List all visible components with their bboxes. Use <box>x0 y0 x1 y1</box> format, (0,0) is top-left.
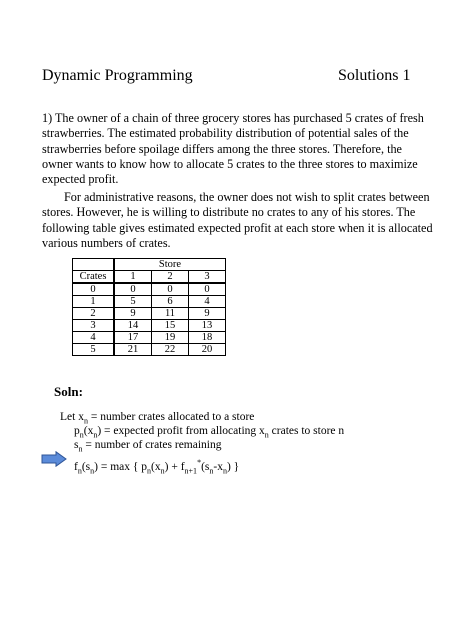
table-column-header: 1 <box>114 271 152 284</box>
formula-text: (x <box>151 461 161 473</box>
page-title: Dynamic Programming <box>42 67 193 84</box>
table-cell: 9 <box>114 308 152 320</box>
def-text: (x <box>83 425 94 437</box>
table-corner <box>73 259 115 271</box>
table-cell: 0 <box>152 283 189 296</box>
table-cell: 4 <box>189 296 226 308</box>
def-text: = number crates allocated to a store <box>87 411 255 423</box>
def-text: p <box>74 425 80 437</box>
definition-p <box>74 425 344 439</box>
def-subscript: n <box>79 430 84 440</box>
def-text: ) = expected profit from allocating x <box>97 425 265 437</box>
formula-text: ) + f <box>164 461 185 473</box>
section-label: Solutions 1 <box>338 67 411 84</box>
table-row <box>73 283 226 296</box>
problem-paragraph-2 <box>42 190 434 251</box>
formula-subscript: n+1 <box>184 466 198 476</box>
table-cell: 21 <box>114 344 152 356</box>
table-cell: 15 <box>152 320 189 332</box>
def-text: s <box>74 439 79 451</box>
solution-heading: Soln: <box>54 384 83 399</box>
table-cell: 14 <box>114 320 152 332</box>
def-subscript: n <box>93 430 98 440</box>
profit-table <box>72 258 226 356</box>
problem-paragraph-2-text: For administrative reasons, the owner does not wish to split crates between stores. However, he is willing to distribute no crates to any of his stores. The following table gives estimated expected profit at each store when it is allocated various numbers of crates. <box>42 190 433 250</box>
formula-text: (s <box>201 461 210 473</box>
table-cell: 20 <box>189 344 226 356</box>
def-subscript: n <box>264 430 269 440</box>
def-text: crates to store n <box>268 425 345 437</box>
table-cell-crates: 5 <box>73 344 115 356</box>
formula-subscript: n <box>77 466 82 476</box>
def-text: Let x <box>60 411 84 423</box>
table-row <box>73 332 226 344</box>
arrow-shape <box>42 452 66 466</box>
problem-paragraph-1: 1) The owner of a chain of three grocery stores has purchased 5 crates of fresh strawberries. The estimated probability distribution of potential sales of the strawberries before spoilage differs among the three stores. Therefore, the owner wants to know how to allocate 5 crates to the three stores to maximize expected profit. <box>42 111 424 187</box>
table-row <box>73 296 226 308</box>
table-cell: 19 <box>152 332 189 344</box>
table-cell: 22 <box>152 344 189 356</box>
formula-text: (s <box>81 461 91 473</box>
def-subscript: n <box>78 444 83 454</box>
table-cell: 9 <box>189 308 226 320</box>
table-cell: 13 <box>189 320 226 332</box>
table-cell: 0 <box>189 283 226 296</box>
table-cell: 18 <box>189 332 226 344</box>
def-subscript: n <box>83 416 88 426</box>
table-cell: 11 <box>152 308 189 320</box>
table-cell: 6 <box>152 296 189 308</box>
right-arrow-icon <box>41 451 67 467</box>
table-cell-crates: 4 <box>73 332 115 344</box>
table-row <box>73 344 226 356</box>
table-column-header: 2 <box>152 271 189 284</box>
table-row <box>73 320 226 332</box>
formula-text: ) = max { p <box>94 461 148 473</box>
table-row-header: Crates <box>73 271 115 284</box>
table-cell-crates: 2 <box>73 308 115 320</box>
table-cell: 5 <box>114 296 152 308</box>
formula-subscript: n <box>90 466 95 476</box>
formula-subscript: n <box>222 466 227 476</box>
table-column-header: 3 <box>189 271 226 284</box>
formula-text: ) } <box>226 461 240 473</box>
formula-superscript: * <box>197 458 202 468</box>
recursion-formula <box>74 458 240 476</box>
formula-subscript: n <box>160 466 165 476</box>
definition-x <box>60 411 254 425</box>
formula-text: -x <box>213 461 223 473</box>
definition-s <box>74 439 222 453</box>
table-cell: 0 <box>114 283 152 296</box>
formula-text: f <box>74 461 78 473</box>
formula-subscript: n <box>209 466 214 476</box>
table-cell-crates: 0 <box>73 283 115 296</box>
table-row <box>73 308 226 320</box>
formula-subscript: n <box>147 466 152 476</box>
table-cell: 17 <box>114 332 152 344</box>
table-cell-crates: 1 <box>73 296 115 308</box>
table-cell-crates: 3 <box>73 320 115 332</box>
def-text: = number of crates remaining <box>82 439 222 451</box>
table-group-header: Store <box>114 259 226 271</box>
